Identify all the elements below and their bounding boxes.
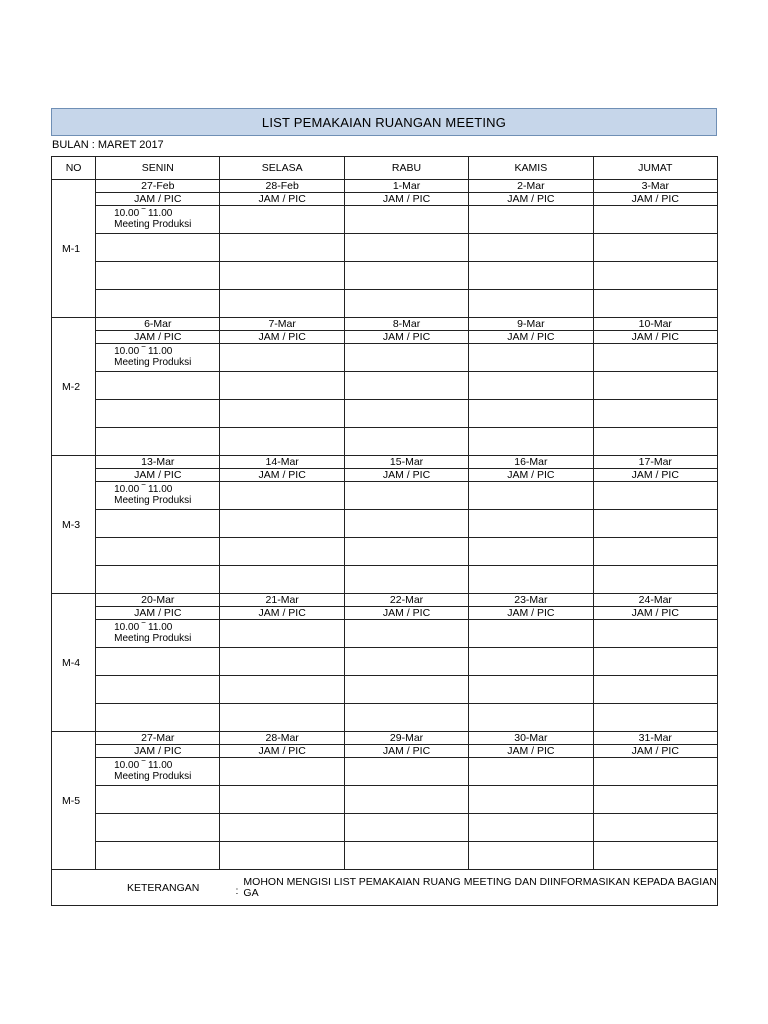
slot-cell[interactable] <box>220 814 344 842</box>
date-cell: 14-Mar <box>220 456 344 469</box>
date-cell: 22-Mar <box>344 594 468 607</box>
slot-cell[interactable] <box>469 704 593 732</box>
slot-cell[interactable] <box>593 372 717 400</box>
date-cell: 16-Mar <box>469 456 593 469</box>
jam-pic-cell: JAM / PIC <box>593 193 717 206</box>
jam-pic-row <box>52 331 718 344</box>
date-cell: 27-Mar <box>96 732 220 745</box>
slot-row <box>52 704 718 732</box>
slot-row <box>52 262 718 290</box>
date-cell: 2-Mar <box>469 180 593 193</box>
slot-cell[interactable] <box>220 842 344 870</box>
date-cell: 10-Mar <box>593 318 717 331</box>
jam-pic-row <box>52 193 718 206</box>
jam-pic-cell: JAM / PIC <box>220 745 344 758</box>
slot-cell[interactable] <box>469 400 593 428</box>
date-cell: 23-Mar <box>469 594 593 607</box>
slot-cell[interactable] <box>593 206 717 234</box>
slot-cell[interactable] <box>220 566 344 594</box>
slot-row <box>52 344 718 372</box>
jam-pic-cell: JAM / PIC <box>344 469 468 482</box>
date-cell: 24-Mar <box>593 594 717 607</box>
header-no: NO <box>52 157 96 180</box>
slot-cell[interactable] <box>469 290 593 318</box>
week-date-row <box>52 594 718 607</box>
slot-cell[interactable] <box>220 538 344 566</box>
slot-cell[interactable] <box>593 758 717 786</box>
slot-cell[interactable] <box>593 262 717 290</box>
footer-label: KETERANGAN <box>127 881 200 894</box>
slot-cell[interactable] <box>344 400 468 428</box>
slot-cell[interactable] <box>220 676 344 704</box>
booking-time: 10.00 ‾ 11.00 <box>114 622 173 633</box>
slot-cell[interactable] <box>344 538 468 566</box>
slot-row <box>52 814 718 842</box>
slot-cell[interactable] <box>96 262 220 290</box>
jam-pic-cell: JAM / PIC <box>96 193 220 206</box>
booking-time: 10.00 ‾ 11.00 <box>114 208 173 219</box>
date-cell: 7-Mar <box>220 318 344 331</box>
jam-pic-cell: JAM / PIC <box>220 607 344 620</box>
slot-cell[interactable] <box>593 842 717 870</box>
slot-cell[interactable] <box>220 262 344 290</box>
date-cell: 9-Mar <box>469 318 593 331</box>
slot-cell[interactable] <box>344 482 468 510</box>
header-rabu: RABU <box>344 157 468 180</box>
slot-cell[interactable] <box>96 648 220 676</box>
jam-pic-cell: JAM / PIC <box>469 607 593 620</box>
title-banner <box>51 108 717 136</box>
date-cell: 13-Mar <box>96 456 220 469</box>
slot-cell[interactable] <box>593 290 717 318</box>
slot-cell[interactable] <box>593 344 717 372</box>
jam-pic-cell: JAM / PIC <box>344 607 468 620</box>
jam-pic-cell: JAM / PIC <box>469 193 593 206</box>
slot-cell[interactable] <box>344 234 468 262</box>
slot-cell[interactable] <box>96 538 220 566</box>
jam-pic-cell: JAM / PIC <box>96 469 220 482</box>
date-cell: 6-Mar <box>96 318 220 331</box>
slot-cell[interactable] <box>469 842 593 870</box>
jam-pic-cell: JAM / PIC <box>593 331 717 344</box>
page-title: LIST PEMAKAIAN RUANGAN MEETING <box>261 114 507 130</box>
slot-cell[interactable] <box>593 704 717 732</box>
slot-cell[interactable] <box>96 510 220 538</box>
week-date-row <box>52 318 718 331</box>
date-cell: 29-Mar <box>344 732 468 745</box>
jam-pic-cell: JAM / PIC <box>469 331 593 344</box>
booking-time: 10.00 ‾ 11.00 <box>114 346 173 357</box>
booking-text: Meeting Produksi <box>114 219 192 230</box>
slot-row <box>52 510 718 538</box>
slot-cell[interactable] <box>344 704 468 732</box>
slot-cell[interactable] <box>469 566 593 594</box>
booking-text: Meeting Produksi <box>114 771 192 782</box>
slot-cell[interactable] <box>593 234 717 262</box>
slot-cell[interactable] <box>220 704 344 732</box>
date-cell: 31-Mar <box>593 732 717 745</box>
slot-cell[interactable] <box>593 620 717 648</box>
slot-cell[interactable] <box>96 758 220 786</box>
slot-cell[interactable] <box>220 400 344 428</box>
header-selasa: SELASA <box>220 157 344 180</box>
date-cell: 3-Mar <box>593 180 717 193</box>
slot-cell[interactable] <box>96 704 220 732</box>
jam-pic-cell: JAM / PIC <box>593 607 717 620</box>
slot-cell[interactable] <box>344 566 468 594</box>
slot-cell[interactable] <box>96 428 220 456</box>
slot-cell[interactable] <box>220 786 344 814</box>
week-date-row <box>52 732 718 745</box>
slot-row <box>52 758 718 786</box>
slot-cell[interactable] <box>593 786 717 814</box>
jam-pic-cell: JAM / PIC <box>344 193 468 206</box>
jam-pic-row <box>52 469 718 482</box>
slot-cell[interactable] <box>220 510 344 538</box>
jam-pic-cell: JAM / PIC <box>344 331 468 344</box>
slot-row <box>52 234 718 262</box>
slot-cell[interactable] <box>469 482 593 510</box>
header-senin: SENIN <box>96 157 220 180</box>
jam-pic-cell: JAM / PIC <box>96 607 220 620</box>
slot-cell[interactable] <box>469 206 593 234</box>
week-label: M-4 <box>52 594 96 732</box>
jam-pic-row <box>52 607 718 620</box>
slot-cell[interactable] <box>96 372 220 400</box>
jam-pic-cell: JAM / PIC <box>96 331 220 344</box>
slot-cell[interactable] <box>469 428 593 456</box>
footer-row <box>52 870 718 906</box>
slot-cell[interactable] <box>344 344 468 372</box>
week-label: M-3 <box>52 456 96 594</box>
slot-cell[interactable] <box>593 400 717 428</box>
slot-cell[interactable] <box>96 842 220 870</box>
slot-cell[interactable] <box>469 786 593 814</box>
date-cell: 28-Feb <box>220 180 344 193</box>
slot-cell[interactable] <box>469 510 593 538</box>
slot-cell[interactable] <box>96 344 220 372</box>
footer-colon: : <box>235 884 239 897</box>
header-row <box>52 157 718 180</box>
slot-cell[interactable] <box>593 510 717 538</box>
slot-cell[interactable] <box>593 648 717 676</box>
slot-cell[interactable] <box>220 482 344 510</box>
slot-cell[interactable] <box>469 676 593 704</box>
slot-cell[interactable] <box>344 842 468 870</box>
date-cell: 27-Feb <box>96 180 220 193</box>
date-cell: 20-Mar <box>96 594 220 607</box>
booking-entry <box>96 482 219 506</box>
slot-cell[interactable] <box>344 510 468 538</box>
slot-cell[interactable] <box>96 290 220 318</box>
slot-cell[interactable] <box>469 814 593 842</box>
booking-text: Meeting Produksi <box>114 495 192 506</box>
week-label: M-1 <box>52 180 96 318</box>
slot-cell[interactable] <box>344 428 468 456</box>
slot-cell[interactable] <box>344 758 468 786</box>
slot-cell[interactable] <box>344 676 468 704</box>
jam-pic-row <box>52 745 718 758</box>
slot-cell[interactable] <box>469 234 593 262</box>
slot-cell[interactable] <box>96 814 220 842</box>
slot-cell[interactable] <box>344 206 468 234</box>
slot-cell[interactable] <box>593 428 717 456</box>
slot-cell[interactable] <box>344 372 468 400</box>
week-date-row <box>52 456 718 469</box>
slot-cell[interactable] <box>220 620 344 648</box>
slot-row <box>52 482 718 510</box>
slot-cell[interactable] <box>344 814 468 842</box>
slot-row <box>52 538 718 566</box>
header-jumat: JUMAT <box>593 157 717 180</box>
booking-entry <box>96 206 219 230</box>
date-cell: 21-Mar <box>220 594 344 607</box>
slot-cell[interactable] <box>593 566 717 594</box>
jam-pic-cell: JAM / PIC <box>469 745 593 758</box>
slot-cell[interactable] <box>593 676 717 704</box>
slot-cell[interactable] <box>344 262 468 290</box>
week-label: M-2 <box>52 318 96 456</box>
booking-entry <box>96 620 219 644</box>
slot-row <box>52 428 718 456</box>
slot-cell[interactable] <box>96 620 220 648</box>
slot-row <box>52 648 718 676</box>
slot-cell[interactable] <box>344 648 468 676</box>
slot-cell[interactable] <box>96 206 220 234</box>
slot-cell[interactable] <box>220 648 344 676</box>
week-label: M-5 <box>52 732 96 870</box>
slot-cell[interactable] <box>469 372 593 400</box>
slot-cell[interactable] <box>96 566 220 594</box>
jam-pic-cell: JAM / PIC <box>593 469 717 482</box>
slot-row <box>52 290 718 318</box>
slot-cell[interactable] <box>469 538 593 566</box>
booking-text: Meeting Produksi <box>114 357 192 368</box>
jam-pic-cell: JAM / PIC <box>593 745 717 758</box>
date-cell: 17-Mar <box>593 456 717 469</box>
slot-row <box>52 400 718 428</box>
booking-time: 10.00 ‾ 11.00 <box>114 760 173 771</box>
slot-cell[interactable] <box>96 482 220 510</box>
slot-cell[interactable] <box>593 814 717 842</box>
jam-pic-cell: JAM / PIC <box>220 193 344 206</box>
date-cell: 8-Mar <box>344 318 468 331</box>
slot-cell[interactable] <box>220 290 344 318</box>
slot-cell[interactable] <box>469 758 593 786</box>
slot-row <box>52 842 718 870</box>
slot-cell[interactable] <box>593 538 717 566</box>
jam-pic-cell: JAM / PIC <box>344 745 468 758</box>
slot-cell[interactable] <box>96 234 220 262</box>
slot-cell[interactable] <box>220 234 344 262</box>
date-cell: 28-Mar <box>220 732 344 745</box>
slot-row <box>52 676 718 704</box>
slot-cell[interactable] <box>469 262 593 290</box>
schedule-table <box>51 156 718 906</box>
slot-row <box>52 566 718 594</box>
slot-cell[interactable] <box>469 344 593 372</box>
slot-cell[interactable] <box>96 400 220 428</box>
slot-row <box>52 786 718 814</box>
slot-cell[interactable] <box>220 372 344 400</box>
date-cell: 1-Mar <box>344 180 468 193</box>
slot-cell[interactable] <box>220 758 344 786</box>
booking-time: 10.00 ‾ 11.00 <box>114 484 173 495</box>
slot-cell[interactable] <box>344 290 468 318</box>
footer-note: MOHON MENGISI LIST PEMAKAIAN RUANG MEETING DAN DIINFORMASIKAN KEPADA BAGIAN GA <box>243 875 717 899</box>
slot-cell[interactable] <box>469 648 593 676</box>
slot-row <box>52 372 718 400</box>
jam-pic-cell: JAM / PIC <box>220 469 344 482</box>
week-date-row <box>52 180 718 193</box>
slot-row <box>52 206 718 234</box>
slot-cell[interactable] <box>344 620 468 648</box>
footer-cell <box>52 870 718 906</box>
header-kamis: KAMIS <box>469 157 593 180</box>
slot-cell[interactable] <box>220 428 344 456</box>
month-label: BULAN : MARET 2017 <box>52 139 164 151</box>
date-cell: 30-Mar <box>469 732 593 745</box>
slot-cell[interactable] <box>593 482 717 510</box>
slot-row <box>52 620 718 648</box>
slot-cell[interactable] <box>220 344 344 372</box>
slot-cell[interactable] <box>220 206 344 234</box>
jam-pic-cell: JAM / PIC <box>220 331 344 344</box>
booking-entry <box>96 344 219 368</box>
slot-cell[interactable] <box>469 620 593 648</box>
slot-cell[interactable] <box>96 676 220 704</box>
jam-pic-cell: JAM / PIC <box>469 469 593 482</box>
slot-cell[interactable] <box>96 786 220 814</box>
booking-text: Meeting Produksi <box>114 633 192 644</box>
booking-entry <box>96 758 219 782</box>
date-cell: 15-Mar <box>344 456 468 469</box>
slot-cell[interactable] <box>344 786 468 814</box>
jam-pic-cell: JAM / PIC <box>96 745 220 758</box>
